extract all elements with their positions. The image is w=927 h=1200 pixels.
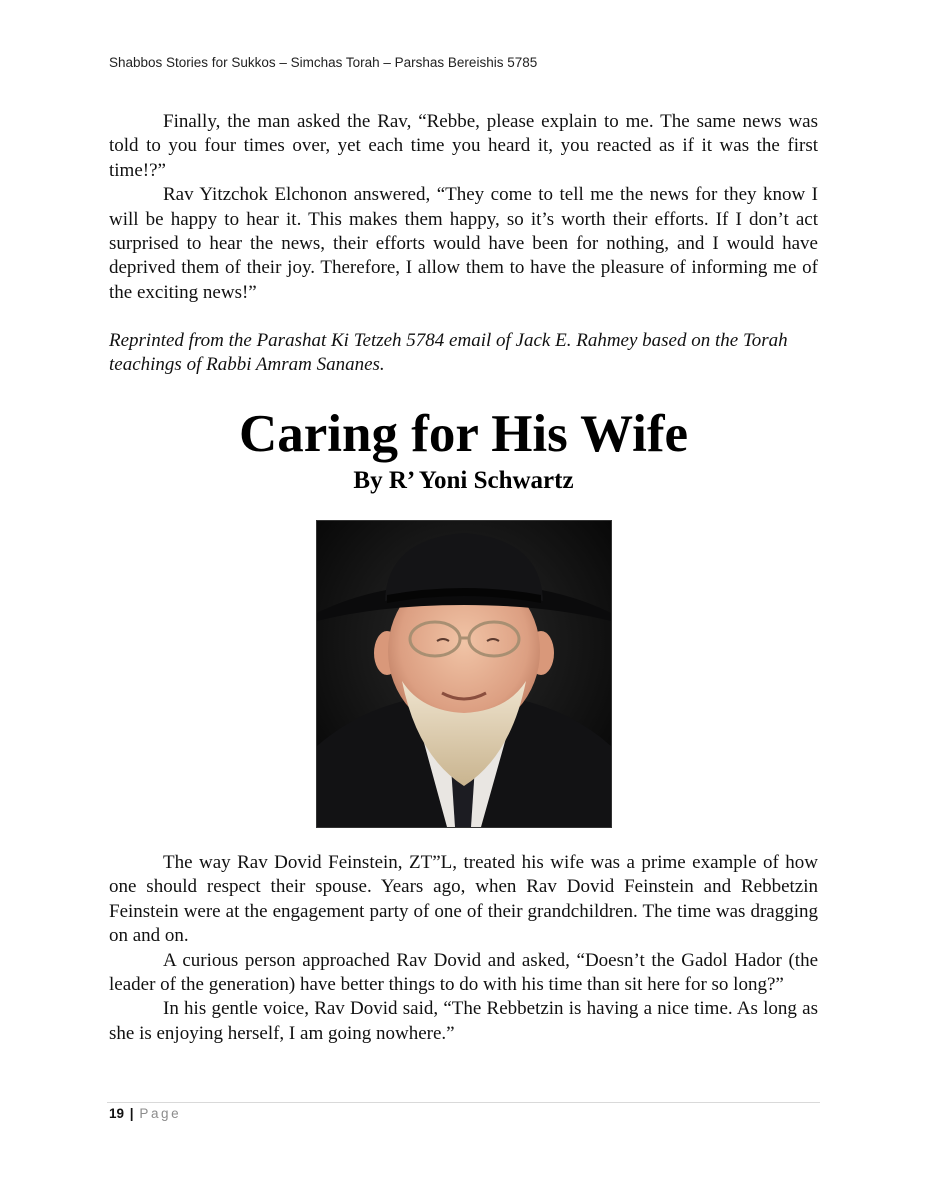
running-header: Shabbos Stories for Sukkos – Simchas Torah – Parshas Bereishis 5785 [109, 55, 538, 70]
article-body [109, 851, 818, 1046]
article-byline: By R’ Yoni Schwartz [353, 467, 574, 494]
page-label: Page [139, 1106, 182, 1121]
paragraph: A curious person approached Rav Dovid and asked, “Doesn’t the Gadol Hador (the leader of the generation) have better things to do with his time than sit here for so long?” [109, 949, 818, 996]
paragraph: Rav Yitzchok Elchonon answered, “They come to tell me the news for they know I will be happy to hear it. This makes them happy, so it’s worth their efforts. If I don’t act surprised to hear the news, their efforts would have been for nothing, and I would have deprived them of their joy. Therefore, I allow them to have the pleasure of informing me of the exciting news!” [109, 184, 818, 303]
reprint-note: Reprinted from the Parashat Ki Tetzeh 5784 email of Jack E. Rahmey based on the Torah teachings of Rabbi Amram Sananes. [109, 330, 788, 376]
page-footer [109, 1106, 181, 1121]
paragraph: In his gentle voice, Rav Dovid said, “The Rebbetzin is having a nice time. As long as she is enjoying herself, I am going nowhere.” [109, 998, 818, 1044]
portrait-photo [316, 520, 612, 828]
story-continuation [109, 110, 818, 305]
footer-separator: | [129, 1106, 134, 1121]
portrait-illustration [317, 521, 611, 827]
article-title: Caring for His Wife [238, 405, 689, 463]
page-number: 19 [109, 1106, 125, 1121]
paragraph: The way Rav Dovid Feinstein, ZT”L, treated his wife was a prime example of how one should respect their spouse. Years ago, when Rav Dovid Feinstein and Rebbetzin Feinstein were at the engagement party of one of their grandchildren. The time was dragging on and on. [109, 852, 818, 947]
paragraph: Finally, the man asked the Rav, “Rebbe, please explain to me. The same news was told to you four times over, yet each time you heard it, you reacted as if it was the first time!?” [109, 111, 818, 181]
footer-divider [107, 1102, 820, 1103]
